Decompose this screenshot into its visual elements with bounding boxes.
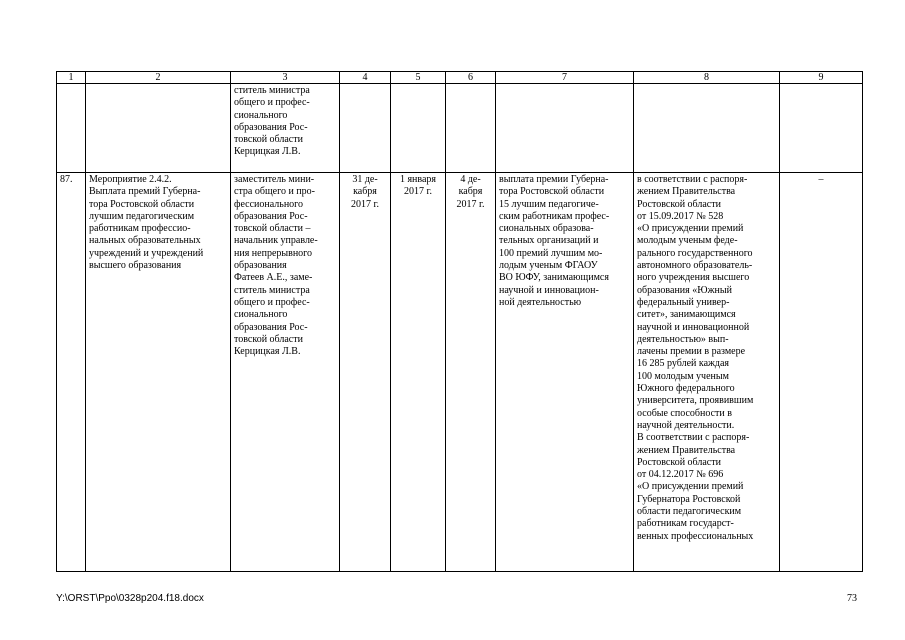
event-cell: Мероприятие 2.4.2. Выплата премий Губерна- тора Ростовской области лучшим педагогическим работникам профессио- нальных образовательных учреждений и учреждений высшего образования — [86, 173, 231, 572]
empty-cell — [340, 84, 391, 173]
header-cell: 6 — [446, 72, 496, 84]
table-row-87 — [57, 173, 863, 572]
header-cell: 8 — [634, 72, 780, 84]
empty-cell — [57, 84, 86, 173]
empty-cell — [391, 84, 446, 173]
date-cell-col6: 4 де- кабря 2017 г. — [446, 173, 496, 572]
date-cell-col4: 31 де- кабря 2017 г. — [340, 173, 391, 572]
report-table — [56, 71, 863, 572]
responsible-cell: ститель министра общего и профес- сионального образования Рос- товской области Керцицкая Л.В. — [231, 84, 340, 173]
empty-cell — [86, 84, 231, 173]
date-cell-col5: 1 января 2017 г. — [391, 173, 446, 572]
file-path: Y:\ORST\Ppo\0328p204.f18.docx — [56, 593, 204, 604]
header-cell: 3 — [231, 72, 340, 84]
header-cell: 4 — [340, 72, 391, 84]
header-cell: 1 — [57, 72, 86, 84]
empty-cell — [634, 84, 780, 173]
header-cell: 7 — [496, 72, 634, 84]
empty-cell — [780, 84, 863, 173]
responsible-cell: заместитель мини- стра общего и про- фессионального образования Рос- товской области – начальник управле- ния непрерывного образования Фатеев А.Е., заме- ститель министра общего и профес- сионального образования Рос- товской области Керцицкая Л.В. — [231, 173, 340, 572]
result-cell: выплата премии Губерна- тора Ростовской области 15 лучшим педагогиче- ским работникам профес- сиональных образова- тельных организаций и 100 премий лучшим мо- лодым ученым ФГАОУ ВО ЮФУ, занимающимся научной и инновацион- ной деятельностью — [496, 173, 634, 572]
page-number: 73 — [847, 593, 857, 604]
row-number: 87. — [57, 173, 86, 572]
header-row — [57, 72, 863, 84]
header-cell: 2 — [86, 72, 231, 84]
empty-cell — [496, 84, 634, 173]
empty-cell — [446, 84, 496, 173]
header-cell: 9 — [780, 72, 863, 84]
note-cell: – — [780, 173, 863, 572]
header-cell: 5 — [391, 72, 446, 84]
fact-cell: в соответствии с распоря- жением Правительства Ростовской области от 15.09.2017 № 528 «О присуждении премий молодым ученым феде- рального государственного автономного образователь- ного учреждения высшего образования «Южный федеральный универ- ситет», занимающимся научной и инновационной деятельностью» вып- лачены премии в размере 16 285 рублей каждая 100 молодым ученым Южного федерального университета, проявившим особые способности в научной деятельности. В соответствии с распоря- жением Правительства Ростовской области от 04.12.2017 № 696 «О присуждении премий Губернатора Ростовской области педагогическим работникам государст- венных профессиональных — [634, 173, 780, 572]
continuation-row — [57, 84, 863, 173]
